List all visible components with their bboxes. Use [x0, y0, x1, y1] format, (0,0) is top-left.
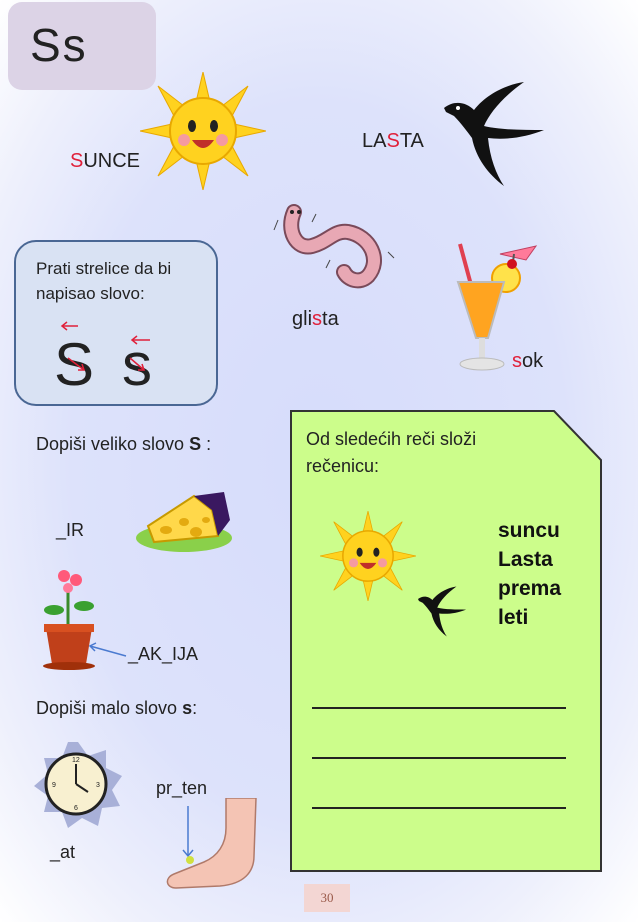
pointer-arrow-icon [84, 640, 128, 660]
word-sunce-highlight: S [70, 150, 84, 172]
exercise-lower-letter: s [182, 698, 193, 718]
word-sok-rest: ok [522, 350, 544, 372]
sentence-word: prema [498, 577, 562, 600]
trace-upper-s: S [54, 331, 95, 398]
word-sunce-rest: UNCE [83, 150, 141, 172]
cheese-icon [134, 488, 236, 558]
exercise-lower-prompt [36, 698, 197, 719]
page-title: Ss [30, 19, 88, 71]
word-sunce [70, 150, 140, 173]
sentence-task-prompt: Od sledećih reči složi rečenicu: [306, 429, 477, 476]
word-glista [292, 308, 339, 331]
exercise-lower-text: Dopiši malo slovo [36, 698, 183, 718]
exercise-upper-letter: S [189, 434, 202, 454]
exercise-upper-prompt [36, 434, 211, 455]
sun-small-icon [320, 510, 416, 602]
word-glista-pre: gli [292, 308, 313, 330]
swallow-small-icon [418, 586, 468, 638]
word-glista-post: ta [322, 308, 339, 330]
exercise-upper-item1: _IR [56, 520, 85, 540]
sentence-word: Lasta [498, 548, 553, 571]
svg-text:3: 3 [96, 782, 100, 789]
worm-icon [272, 200, 396, 292]
word-lasta-pre: LA [362, 130, 387, 152]
word-sok [512, 350, 543, 373]
svg-text:12: 12 [72, 757, 80, 764]
word-lasta [362, 130, 424, 153]
svg-text:6: 6 [74, 805, 78, 812]
exercise-lower-item2: _at [50, 842, 76, 862]
clock-icon [32, 740, 124, 830]
sun-icon [140, 72, 266, 190]
trace-arrows-icon [54, 318, 174, 378]
sentence-word: leti [498, 606, 529, 629]
foot-icon [164, 798, 264, 892]
answer-line-3[interactable] [312, 807, 566, 809]
trace-lower-s: s [122, 331, 152, 398]
word-lasta-post: TA [399, 130, 424, 152]
exercise-upper-item2: _AK_IJA [128, 644, 199, 664]
instruction-text: Prati strelice da bi napisao slovo: [36, 259, 172, 303]
answer-line-1[interactable] [312, 707, 566, 709]
svg-text:9: 9 [52, 782, 56, 789]
exercise-upper-text: Dopiši veliko slovo [36, 434, 190, 454]
answer-line-2[interactable] [312, 757, 566, 759]
swallow-icon [444, 82, 548, 188]
word-lasta-highlight: S [386, 130, 400, 152]
word-glista-highlight: s [312, 308, 323, 330]
sentence-word: suncu [498, 519, 560, 542]
exercise-upper-suffix: : [201, 434, 212, 454]
page-number: 30 [304, 884, 350, 912]
sentence-word-list [498, 516, 561, 632]
exercise-lower-item1: pr_ten [156, 778, 208, 798]
exercise-lower-suffix: : [192, 698, 198, 718]
word-sok-highlight: s [512, 350, 522, 372]
